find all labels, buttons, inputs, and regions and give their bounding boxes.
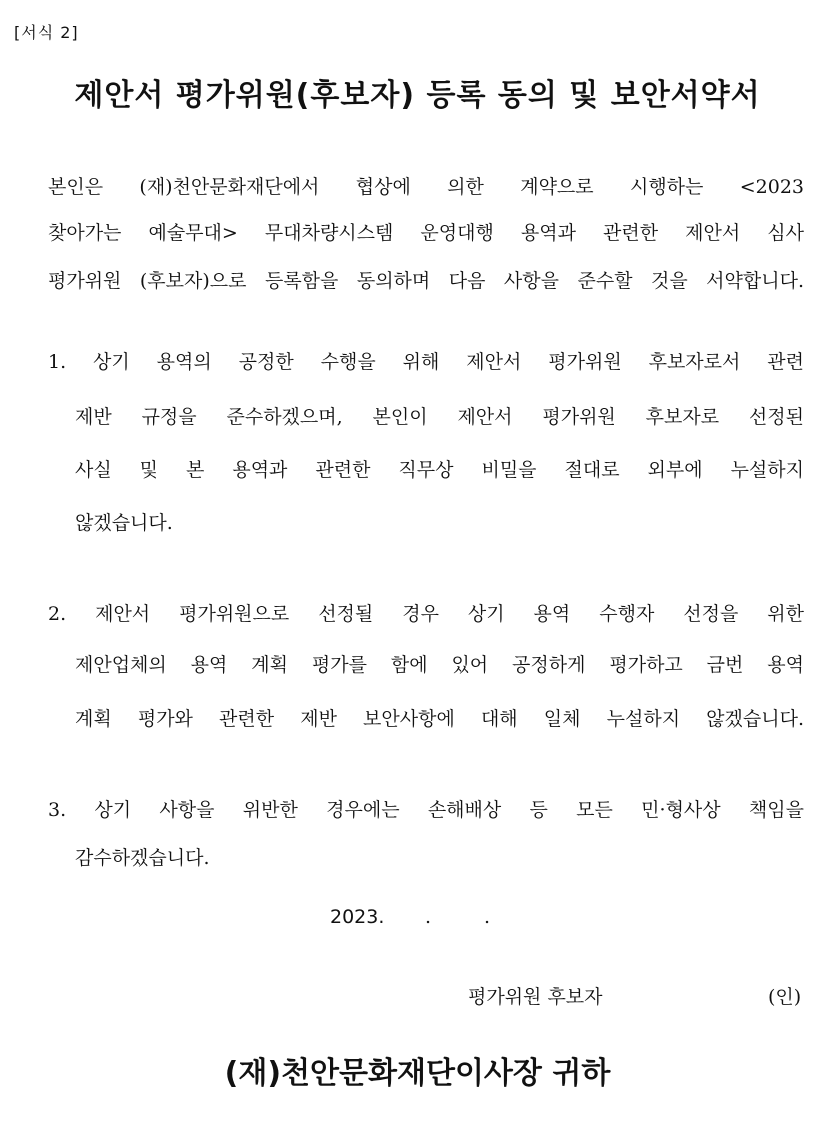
document-title: 제안서 평가위원(후보자) 등록 동의 및 보안서약서 (74, 78, 761, 113)
form-label: [서식 2] (14, 23, 79, 42)
date-month-dot: . (425, 906, 432, 928)
date-year: 2023. (330, 906, 385, 928)
item-2-line-2: 제안업체의 용역 계획 평가를 함에 있어 공정하게 평가하고 금번 용역 (75, 654, 804, 676)
date-day-dot: . (484, 906, 491, 928)
item-2-line-3: 계획 평가와 관련한 제반 보안사항에 대해 일체 누설하지 않겠습니다. (75, 708, 804, 730)
item-3-line-2: 감수하겠습니다. (75, 847, 210, 869)
item-3-line-1: 3. 상기 사항을 위반한 경우에는 손해배상 등 모든 민·형사상 책임을 (48, 799, 804, 821)
signatory-label: 평가위원 후보자 (468, 986, 603, 1008)
intro-line-3: 평가위원 (후보자)으로 등록함을 동의하며 다음 사항을 준수할 것을 서약합니다. (48, 270, 804, 292)
item-1-line-4: 않겠습니다. (75, 512, 173, 534)
item-1-line-3: 사실 및 본 용역과 관련한 직무상 비밀을 절대로 외부에 누설하지 (75, 459, 804, 481)
addressee: (재)천안문화재단이사장 귀하 (224, 1056, 611, 1091)
seal-mark: (인) (768, 986, 802, 1008)
intro-line-1: 본인은 (재)천안문화재단에서 협상에 의한 계약으로 시행하는 <2023 (48, 176, 804, 198)
item-1-line-1: 1. 상기 용역의 공정한 수행을 위해 제안서 평가위원 후보자로서 관련 (48, 351, 804, 373)
item-2-line-1: 2. 제안서 평가위원으로 선정될 경우 상기 용역 수행자 선정을 위한 (48, 603, 804, 625)
intro-line-2: 찾아가는 예술무대> 무대차량시스템 운영대행 용역과 관련한 제안서 심사 (48, 222, 804, 244)
item-1-line-2: 제반 규정을 준수하겠으며, 본인이 제안서 평가위원 후보자로 선정된 (75, 406, 804, 428)
